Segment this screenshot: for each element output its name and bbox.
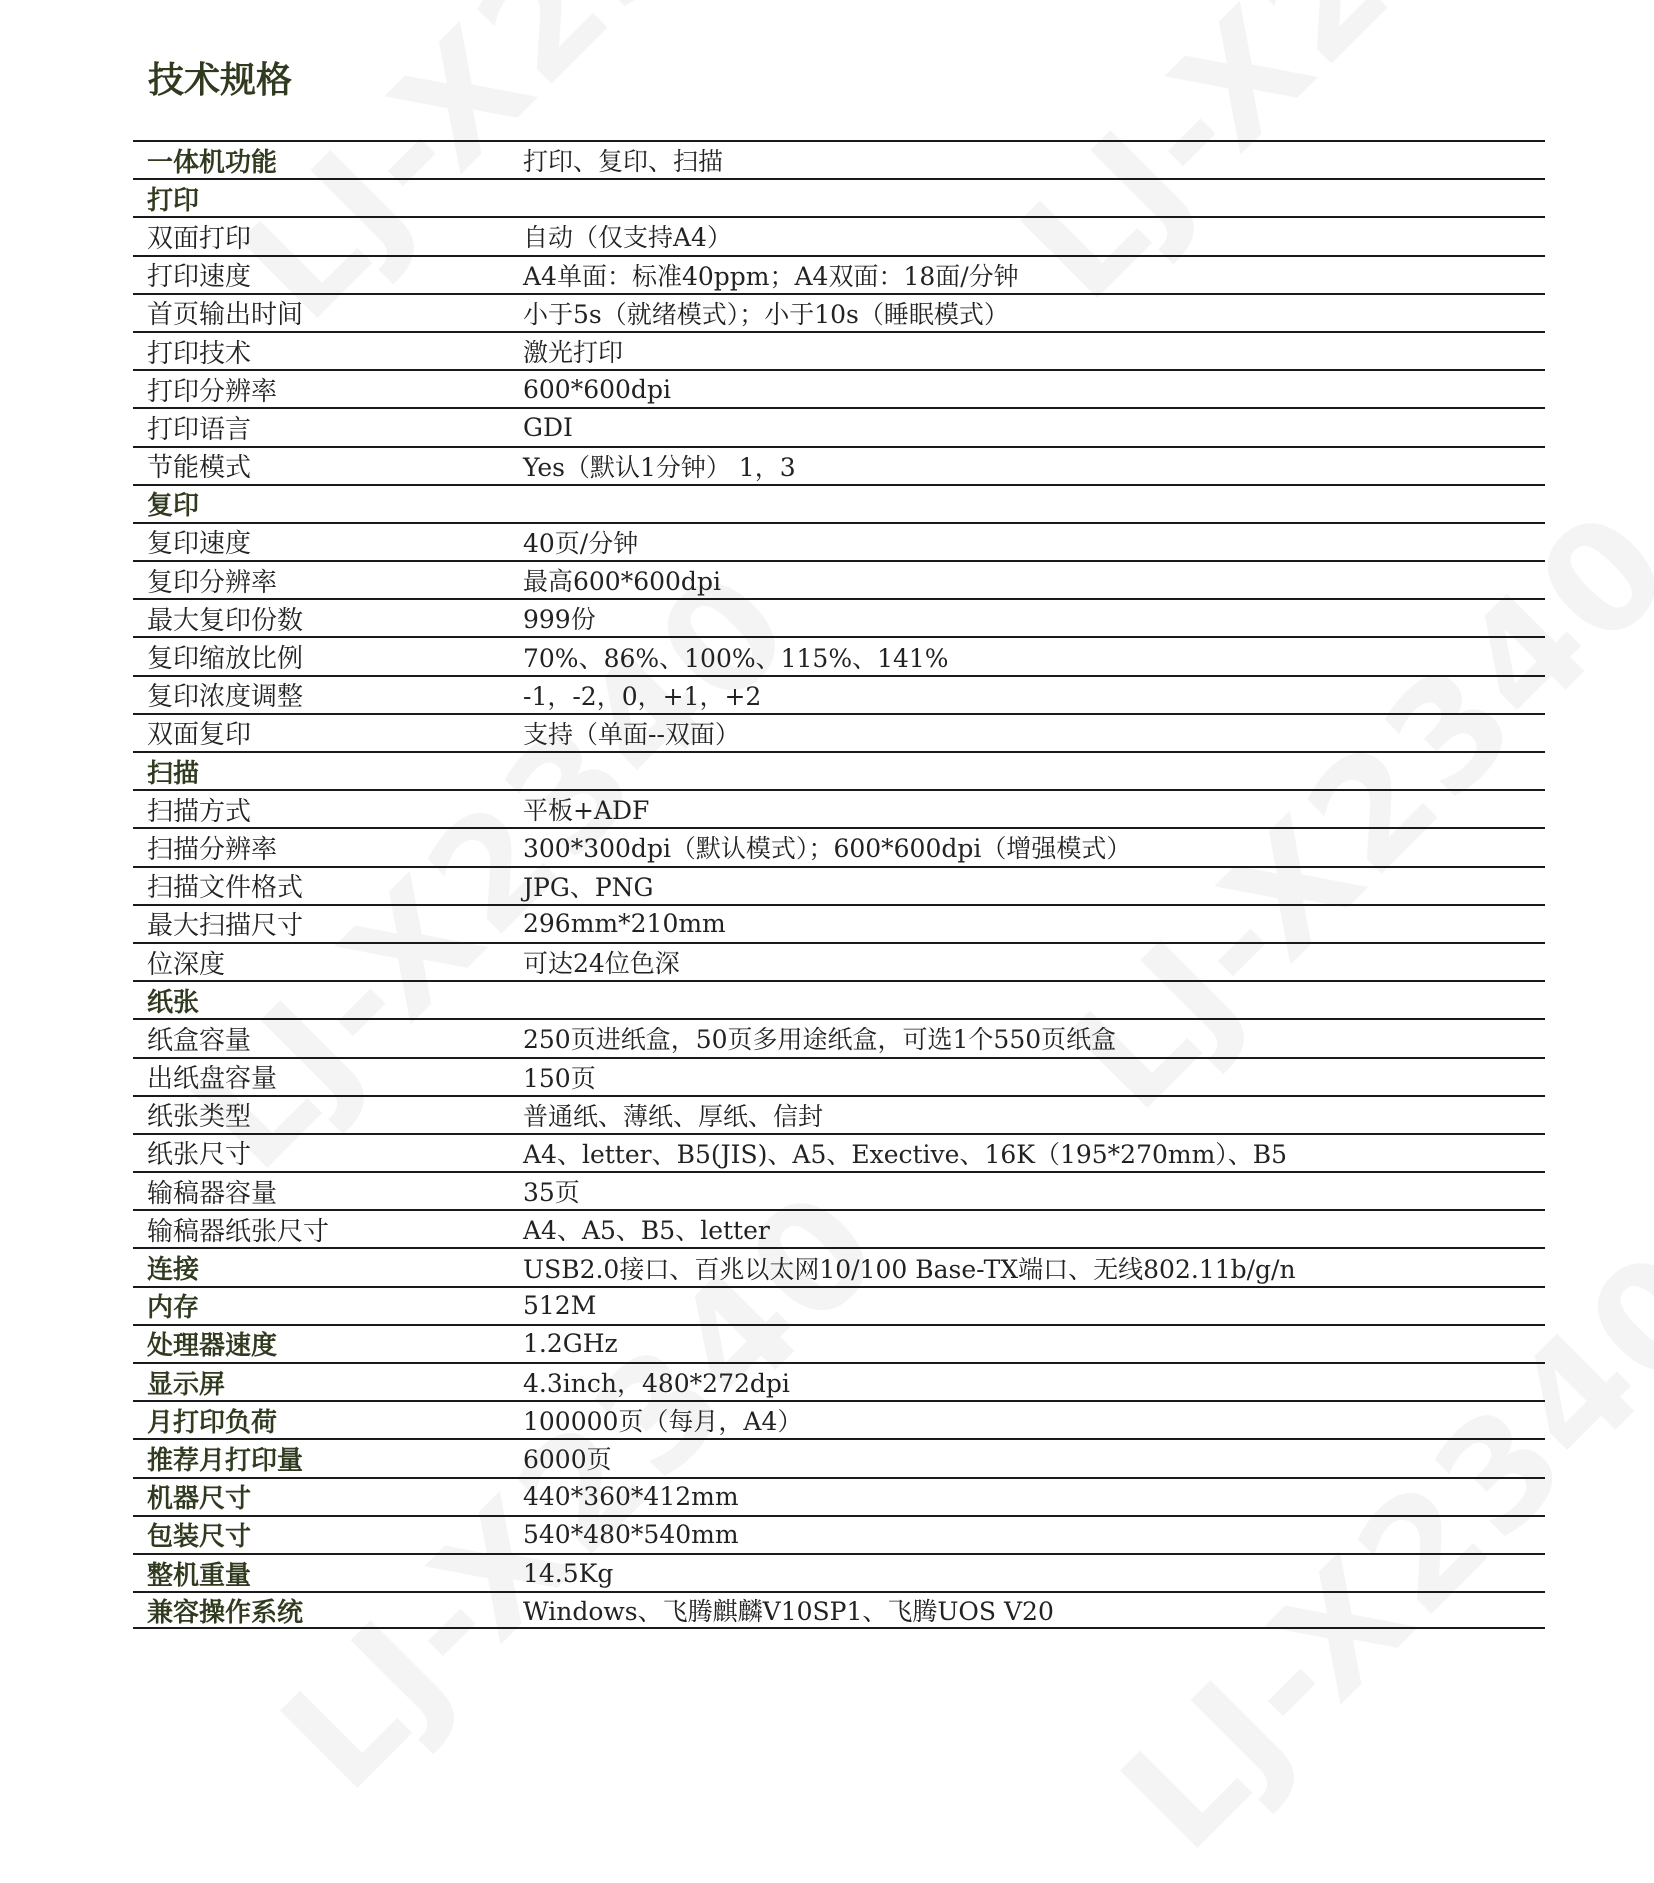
spec-row bbox=[133, 942, 1545, 980]
spec-label: 输稿器纸张尺寸 bbox=[147, 1216, 330, 1247]
spec-value: 540*480*540mm bbox=[523, 1520, 739, 1550]
spec-row bbox=[133, 446, 1545, 484]
spec-value: Windows、飞腾麒麟V10SP1、飞腾UOS V20 bbox=[523, 1597, 1054, 1627]
spec-label: 双面打印 bbox=[147, 223, 252, 254]
spec-label: 纸盒容量 bbox=[147, 1025, 252, 1056]
spec-label: 兼容操作系统 bbox=[147, 1597, 304, 1628]
spec-row bbox=[133, 1438, 1545, 1476]
spec-value: 40页/分钟 bbox=[523, 528, 639, 558]
spec-label: 节能模式 bbox=[147, 453, 252, 484]
spec-label: 出纸盘容量 bbox=[147, 1064, 278, 1095]
spec-value: A4单面：标准40ppm；A4双面：18面/分钟 bbox=[523, 261, 1019, 291]
spec-value: 150页 bbox=[523, 1063, 596, 1093]
spec-value: -1，-2，0，+1，+2 bbox=[523, 681, 762, 711]
spec-label: 复印速度 bbox=[147, 529, 252, 560]
spec-label: 最大复印份数 bbox=[147, 605, 304, 636]
spec-value: 35页 bbox=[523, 1178, 580, 1208]
spec-label: 扫描方式 bbox=[147, 796, 252, 827]
spec-row bbox=[133, 1247, 1545, 1285]
spec-label: 打印语言 bbox=[147, 414, 252, 445]
spec-row bbox=[133, 331, 1545, 369]
spec-row bbox=[133, 636, 1545, 674]
spec-value: 可达24位色深 bbox=[523, 949, 680, 979]
spec-value: 1.2GHz bbox=[523, 1329, 618, 1359]
section-heading: 纸张 bbox=[147, 987, 200, 1018]
section-heading: 复印 bbox=[147, 491, 200, 522]
spec-label: 复印浓度调整 bbox=[147, 682, 304, 713]
spec-row bbox=[133, 1018, 1545, 1056]
spec-label: 处理器速度 bbox=[147, 1331, 278, 1362]
spec-row bbox=[133, 980, 1545, 1018]
spec-label: 打印分辨率 bbox=[147, 376, 278, 407]
spec-label: 整机重量 bbox=[147, 1560, 252, 1591]
spec-value: JPG、PNG bbox=[523, 872, 654, 902]
spec-row bbox=[133, 1286, 1545, 1324]
spec-value: 6000页 bbox=[523, 1445, 612, 1475]
spec-value: 100000页（每月，A4） bbox=[523, 1407, 803, 1437]
spec-label: 复印分辨率 bbox=[147, 567, 278, 598]
spec-value: 最高600*600dpi bbox=[523, 567, 721, 597]
spec-label: 纸张类型 bbox=[147, 1102, 252, 1133]
spec-row bbox=[133, 789, 1545, 827]
spec-label: 推荐月打印量 bbox=[147, 1445, 304, 1476]
spec-row bbox=[133, 293, 1545, 331]
spec-label: 连接 bbox=[147, 1255, 200, 1286]
spec-label: 扫描文件格式 bbox=[147, 873, 304, 904]
spec-row bbox=[133, 216, 1545, 254]
spec-label: 一体机功能 bbox=[147, 147, 278, 178]
spec-label: 纸张尺寸 bbox=[147, 1140, 252, 1171]
spec-value: A4、A5、B5、letter bbox=[523, 1216, 770, 1246]
spec-value: 支持（单面--双面） bbox=[523, 719, 740, 749]
spec-row bbox=[133, 675, 1545, 713]
spec-value: 999份 bbox=[523, 605, 596, 635]
spec-value: USB2.0接口、百兆以太网10/100 Base-TX端口、无线802.11b/g/n bbox=[523, 1254, 1296, 1284]
spec-label: 打印速度 bbox=[147, 262, 252, 293]
spec-row bbox=[133, 1057, 1545, 1095]
spec-row bbox=[133, 1095, 1545, 1133]
spec-row bbox=[133, 904, 1545, 942]
spec-label: 位深度 bbox=[147, 949, 226, 980]
spec-row bbox=[133, 1362, 1545, 1400]
spec-row bbox=[133, 713, 1545, 751]
spec-label: 双面复印 bbox=[147, 720, 252, 751]
section-heading: 扫描 bbox=[147, 758, 200, 789]
spec-label: 复印缩放比例 bbox=[147, 644, 304, 675]
spec-row bbox=[133, 522, 1545, 560]
spec-value: 激光打印 bbox=[523, 338, 624, 368]
spec-value: 平板+ADF bbox=[523, 796, 650, 826]
spec-label: 显示屏 bbox=[147, 1369, 226, 1400]
spec-value: 300*300dpi（默认模式）；600*600dpi（增强模式） bbox=[523, 834, 1132, 864]
spec-value: 小于5s（就绪模式）；小于10s（睡眠模式） bbox=[523, 299, 1009, 329]
spec-value: 70%、86%、100%、115%、141% bbox=[523, 643, 949, 673]
spec-row bbox=[133, 1553, 1545, 1591]
spec-label: 首页输出时间 bbox=[147, 300, 304, 331]
spec-label: 最大扫描尺寸 bbox=[147, 911, 304, 942]
spec-row bbox=[133, 827, 1545, 865]
spec-value: A4、letter、B5(JIS)、A5、Exective、16K（195*270mm）、B5 bbox=[523, 1139, 1288, 1169]
spec-value: 普通纸、薄纸、厚纸、信封 bbox=[523, 1101, 824, 1131]
spec-table bbox=[133, 140, 1545, 1629]
spec-value: 打印、复印、扫描 bbox=[523, 147, 724, 177]
spec-row bbox=[133, 178, 1545, 216]
spec-value: 250页进纸盒，50页多用途纸盒，可选1个550页纸盒 bbox=[523, 1025, 1117, 1055]
spec-row bbox=[133, 598, 1545, 636]
spec-row bbox=[133, 255, 1545, 293]
spec-value: 512M bbox=[523, 1291, 597, 1321]
spec-row bbox=[133, 140, 1545, 178]
spec-value: 600*600dpi bbox=[523, 374, 671, 404]
spec-row bbox=[133, 407, 1545, 445]
page-title: 技术规格 bbox=[148, 60, 293, 101]
spec-value: 14.5Kg bbox=[523, 1558, 614, 1588]
spec-value: Yes（默认1分钟） 1，3 bbox=[523, 452, 796, 482]
spec-row bbox=[133, 369, 1545, 407]
spec-value: 296mm*210mm bbox=[523, 909, 726, 939]
spec-row bbox=[133, 484, 1545, 522]
spec-value: 440*360*412mm bbox=[523, 1482, 739, 1512]
spec-value: 4.3inch，480*272dpi bbox=[523, 1369, 790, 1399]
spec-label: 打印技术 bbox=[147, 338, 252, 369]
spec-row bbox=[133, 1324, 1545, 1362]
section-heading: 打印 bbox=[147, 185, 200, 216]
spec-value: GDI bbox=[523, 412, 573, 442]
spec-row bbox=[133, 1591, 1545, 1629]
spec-row bbox=[133, 1400, 1545, 1438]
spec-row bbox=[133, 866, 1545, 904]
spec-row bbox=[133, 1209, 1545, 1247]
spec-label: 包装尺寸 bbox=[147, 1522, 252, 1553]
spec-row bbox=[133, 1477, 1545, 1515]
spec-label: 月打印负荷 bbox=[147, 1407, 278, 1438]
spec-row bbox=[133, 751, 1545, 789]
spec-row bbox=[133, 1171, 1545, 1209]
spec-label: 内存 bbox=[147, 1293, 200, 1324]
spec-row bbox=[133, 1133, 1545, 1171]
spec-row bbox=[133, 1515, 1545, 1553]
spec-label: 机器尺寸 bbox=[147, 1484, 252, 1515]
spec-label: 扫描分辨率 bbox=[147, 834, 278, 865]
spec-value: 自动（仅支持A4） bbox=[523, 223, 732, 253]
spec-label: 输稿器容量 bbox=[147, 1178, 278, 1209]
spec-row bbox=[133, 560, 1545, 598]
